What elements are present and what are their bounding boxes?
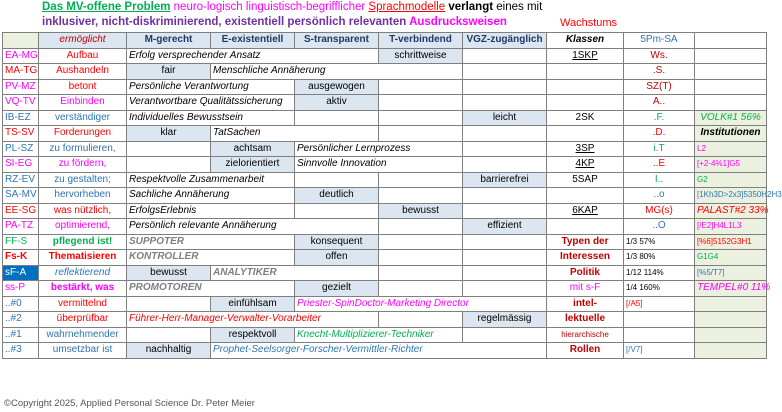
copyright: ©Copyright 2025, Applied Personal Science Dr. Peter Meier bbox=[4, 398, 255, 409]
headline-line-1: Das MV-offene Problem neuro-logisch linguistisch-begrifflicher Sprachmodelle verlangt eines mit bbox=[42, 1, 543, 13]
table-row: ..#0 vermittelnd einfühlsam Priester-SpinDoctor-Marketing Director intel- [/A5] bbox=[3, 296, 767, 312]
table-row: EE-SG was nützlich, ErfolgsErlebnis bewusst 6KAP MG(s) PALAST#2 33% bbox=[3, 203, 767, 219]
table-row: SA-MV hervorheben Sachliche Annäherung deutlich ..o [1Kh3D>2x3]5350H2H3 bbox=[3, 188, 767, 204]
table-row: PA-TZ optimierend, Persönlich relevante Annäherung effizient ..O [/E2]H4L1L3 bbox=[3, 219, 767, 235]
table-row: TS-SV Forderungen klar TatSachen .D. Institutionen bbox=[3, 126, 767, 142]
table-row: EA-MG Aufbau Erfolg versprechender Ansatz schrittweise 1SKP Ws. bbox=[3, 48, 767, 64]
table-row: Fs-K Thematisieren KONTROLLER offen Interessen 1/3 80% G1G4 bbox=[3, 250, 767, 266]
table-row: SI-EG zu fördern, zielorientiert Sinnvolle Innovation 4KP ..E [+2-4%1]G5 bbox=[3, 157, 767, 173]
table-row: FF-S pflegend ist! SUPPOTER konsequent Typen der 1/3 57% [%6]5152G3H1 bbox=[3, 234, 767, 250]
main-table bbox=[2, 32, 782, 359]
table-row: VQ-TV Einbinden Verantwortbare Qualitätssicherung aktiv A.. bbox=[3, 95, 767, 111]
table-row: PV-MZ betont Persönliche Verantwortung ausgewogen SZ(T) bbox=[3, 79, 767, 95]
headline-line-2: inklusiver, nicht-diskriminierend, existentiell persönlich relevanten Ausdrucksweisen bbox=[42, 16, 507, 28]
table-row: sF-A reflektierend bewusst ANALYTIKER Politik 1/12 114% [%5/T7] bbox=[3, 265, 767, 281]
problem-title: Das MV-offene Problem bbox=[42, 1, 171, 13]
wachstums-label: Wachstums bbox=[560, 17, 618, 29]
table-row: IB-EZ verständiger Individuelles Bewusstsein leicht 2SK .F. VOLK#1 56% bbox=[3, 110, 767, 126]
table-row: ..#2 überprüfbar Führer-Herr-Manager-Verwalter-Vorarbeiter regelmässig lektuelle bbox=[3, 312, 767, 328]
table-row: MA-TG Aushandeln fair Menschliche Annäherung .S. bbox=[3, 64, 767, 80]
table-row: ..#1 wahrnehmender respektvoll Knecht-Multiplizierer-Techniker hierarchische bbox=[3, 327, 767, 343]
table-row: PL-SZ zu formulieren, achtsam Persönlicher Lernprozess 3SP i.T L2 bbox=[3, 141, 767, 157]
header-row: ermöglicht M-gerecht E-existentiell S-transparent T-verbindend VGZ-zugänglich Klassen 5Pm-SA bbox=[3, 33, 767, 49]
table-row: ss-P bestärkt, was PROMOTOREN gezielt mit s-F 1/4 160% TEMPEL#0 11% bbox=[3, 281, 767, 297]
table-row: RZ-EV zu gestalten; Respektvolle Zusammenarbeit barrierefrei 5SAP I.. G2 bbox=[3, 172, 767, 188]
table-row: ..#3 umsetzbar ist nachhaltig Prophet-Seelsorger-Forscher-Vermittler-Richter Rollen [/V7] bbox=[3, 343, 767, 359]
